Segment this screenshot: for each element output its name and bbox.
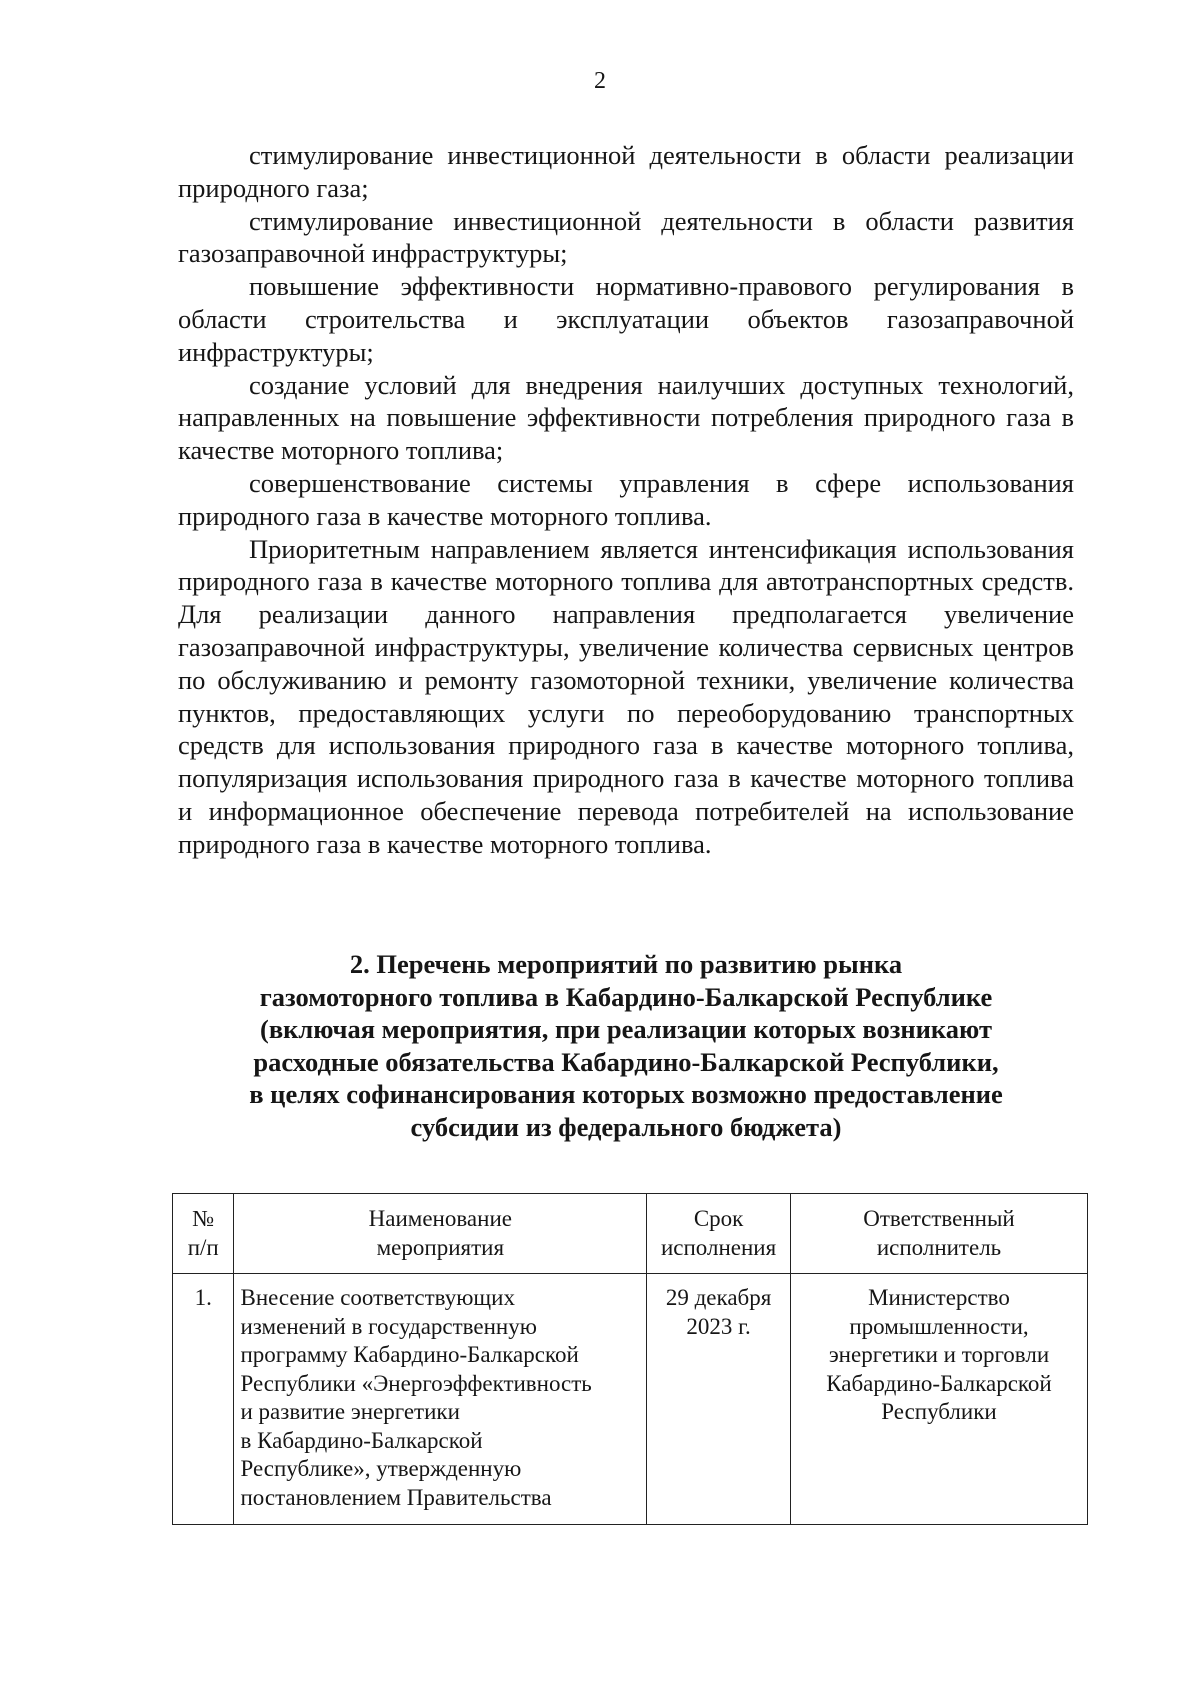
cell-responsible-line: Министерство xyxy=(868,1285,1010,1310)
cell-responsible-line: Республики xyxy=(881,1399,997,1424)
cell-number: 1. xyxy=(173,1274,234,1525)
paragraph: стимулирование инвестиционной деятельности в области реализации природного газа; xyxy=(178,140,1074,203)
header-deadline-line: исполнения xyxy=(660,1234,777,1260)
paragraph: совершенствование системы управления в сфере использования природного газа в качестве моторного топлива. xyxy=(178,467,1074,531)
cell-responsible-line: Кабардино-Балкарской xyxy=(826,1370,1052,1396)
section-title-line: газомоторного топлива в Кабардино-Балкарской Республике xyxy=(259,981,993,1012)
cell-responsible xyxy=(790,1274,1087,1525)
cell-deadline xyxy=(647,1274,791,1525)
section-title-line: расходные обязательства Кабардино-Балкарской Республики, xyxy=(253,1046,999,1077)
page-number: 2 xyxy=(594,68,606,94)
cell-name-line: постановлением Правительства xyxy=(240,1484,552,1510)
cell-name-line: Внесение соответствующих xyxy=(240,1285,515,1310)
header-number xyxy=(173,1194,234,1274)
section-title-line: в целях софинансирования которых возможно предоставление xyxy=(249,1079,1003,1110)
cell-responsible-line: энергетики и торговли xyxy=(828,1342,1050,1367)
cell-name-line: Республики «Энергоэффективность xyxy=(240,1370,592,1396)
table-header-row xyxy=(173,1194,1088,1274)
cell-deadline-line: 29 декабря xyxy=(665,1285,772,1310)
paragraph: Приоритетным направлением является интенсификация использования природного газа в качестве моторного топлива для автотранспортных средств. Для реализации данного направления предполагается увеличение газозаправочной инфраструктуры, увеличение количества сервисных центров по обслуживанию и ремонту газомоторной техники, увеличение количества пунктов, предоставляющих услуги по переоборудованию транспортных средств для использования природного газа в качестве моторного топлива, популяризация использования природного газа в качестве моторного топлива и информационное обеспечение перевода потребителей на использование природного газа в качестве моторного топлива. xyxy=(178,533,1074,859)
header-responsible-line: исполнитель xyxy=(876,1234,1002,1260)
header-responsible xyxy=(790,1194,1087,1274)
section-title xyxy=(178,948,1074,1144)
header-name xyxy=(234,1194,647,1274)
header-deadline xyxy=(647,1194,791,1274)
cell-name-line: Республике», утвержденную xyxy=(240,1456,522,1481)
cell-responsible-line: промышленности, xyxy=(849,1313,1029,1339)
cell-name-line: и развитие энергетики xyxy=(240,1399,460,1424)
header-number-line: п/п xyxy=(187,1234,219,1260)
header-name-line: Наименование xyxy=(368,1206,512,1231)
table-row xyxy=(173,1274,1088,1525)
paragraph: повышение эффективности нормативно-правового регулирования в области строительства и эксплуатации объектов газозаправочной инфраструктуры; xyxy=(178,271,1074,367)
header-name-line: мероприятия xyxy=(376,1234,505,1260)
cell-name-line: программу Кабардино-Балкарской xyxy=(240,1342,579,1367)
header-number-line: № xyxy=(192,1206,215,1231)
section-title-line: субсидии из федерального бюджета) xyxy=(410,1111,842,1142)
cell-name-line: изменений в государственную xyxy=(240,1313,537,1339)
body-text xyxy=(178,139,1074,861)
cell-deadline-line: 2023 г. xyxy=(686,1313,751,1339)
header-responsible-line: Ответственный xyxy=(863,1206,1015,1231)
paragraph: создание условий для внедрения наилучших доступных технологий, направленных на повышение эффективности потребления природного газа в качестве моторного топлива; xyxy=(178,369,1074,466)
header-deadline-line: Срок xyxy=(693,1206,744,1231)
cell-name xyxy=(234,1274,647,1525)
section-title-line: (включая мероприятия, при реализации которых возникают xyxy=(260,1014,992,1045)
measures-table xyxy=(172,1193,1088,1525)
cell-name-line: в Кабардино-Балкарской xyxy=(240,1427,483,1453)
section-title-line: 2. Перечень мероприятий по развитию рынка xyxy=(349,949,903,979)
paragraph: стимулирование инвестиционной деятельности в области развития газозаправочной инфраструктуры; xyxy=(178,205,1074,269)
